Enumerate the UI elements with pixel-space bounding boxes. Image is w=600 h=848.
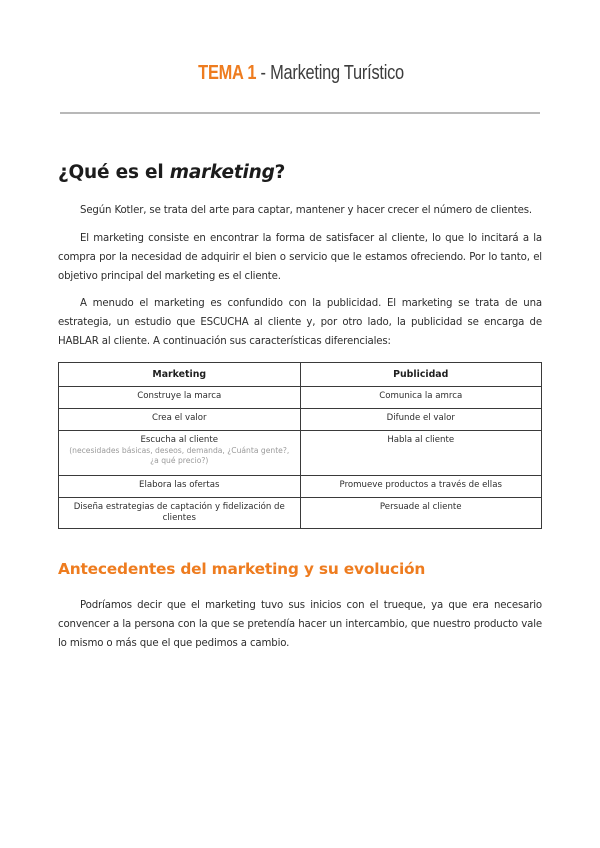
header-divider	[60, 112, 540, 114]
column-header-publicidad: Publicidad	[300, 363, 542, 387]
column-header-marketing: Marketing	[59, 363, 301, 387]
cell-marketing: Elabora las ofertas	[59, 476, 301, 498]
cell-publicidad: Comunica la amrca	[300, 387, 542, 409]
cell-note-text: (necesidades básicas, deseos, demanda, ¿Cuánta gente?, ¿a qué precio?)	[69, 446, 290, 465]
section-heading-history: Antecedentes del marketing y su evolución	[58, 560, 426, 578]
table-row	[59, 431, 542, 476]
paragraph-kotler: Según Kotler, se trata del arte para captar, mantener y hacer crecer el número de clientes.	[80, 205, 532, 216]
table-row	[59, 387, 542, 409]
heading-suffix: ?	[274, 162, 286, 183]
page-header	[198, 62, 404, 85]
comparison-table	[58, 362, 542, 529]
cell-marketing: Construye la marca	[59, 387, 301, 409]
cell-marketing: Diseña estrategias de captación y fidelización de clientes	[59, 498, 301, 529]
cell-publicidad: Promueve productos a través de ellas	[300, 476, 542, 498]
paragraph-definition: El marketing consiste en encontrar la forma de satisfacer al cliente, lo que lo incitará a la compra por la necesidad de adquirir el bien o servicio que le estamos ofreciendo. Por lo tanto, el objetivo principal del marketing es el cliente.	[58, 233, 542, 282]
paragraph-vs-advertising: A menudo el marketing es confundido con la publicidad. El marketing se trata de una estrategia, un estudio que ESCUCHA al cliente y, por otro lado, la publicidad se encarga de HABLAR al cliente. A continuación sus características diferenciales:	[58, 298, 542, 347]
header-topic-title: - Marketing Turístico	[256, 62, 404, 84]
table-row	[59, 409, 542, 431]
cell-marketing	[59, 431, 301, 476]
table-row	[59, 476, 542, 498]
section-heading-what-is-marketing	[58, 162, 285, 183]
cell-marketing: Crea el valor	[59, 409, 301, 431]
table-header-row	[59, 363, 542, 387]
table-row	[59, 498, 542, 529]
heading-emphasis: marketing	[169, 162, 275, 183]
cell-publicidad: Difunde el valor	[300, 409, 542, 431]
heading-prefix: ¿Qué es el	[58, 162, 170, 183]
cell-main-text: Escucha al cliente	[140, 435, 219, 445]
header-topic-number: TEMA 1	[198, 62, 257, 84]
cell-publicidad: Persuade al cliente	[300, 498, 542, 529]
paragraph-history: Podríamos decir que el marketing tuvo sus inicios con el trueque, ya que era necesario convencer a la persona con la que se pretendía hacer un intercambio, que nuestro producto vale lo mismo o más que el que pedimos a cambio.	[58, 600, 542, 649]
cell-publicidad: Habla al cliente	[300, 431, 542, 476]
